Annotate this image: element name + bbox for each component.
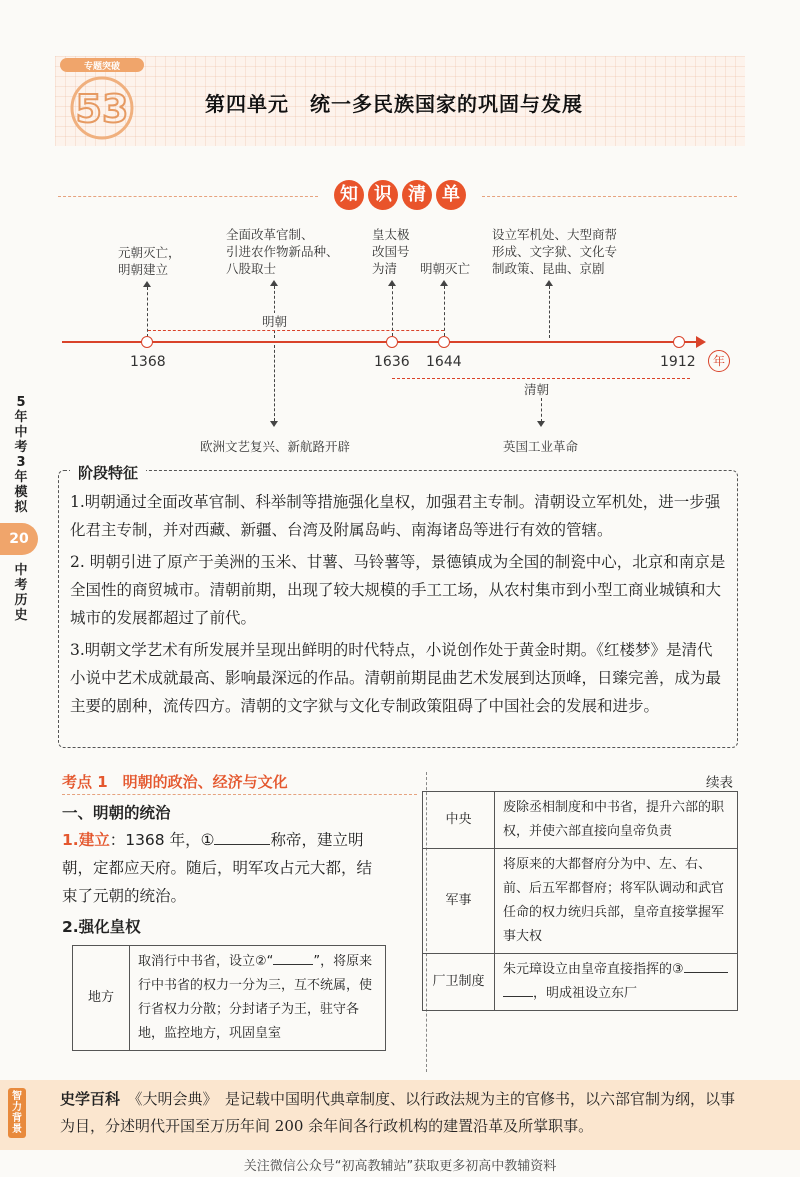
section-heading: 一、明朝的统治 [62, 804, 171, 822]
table-row [423, 849, 738, 954]
event-label-industrial: 英国工业革命 [503, 439, 579, 454]
title-char: 知 [334, 180, 364, 210]
stage-item: 1.明朝通过全面改革官制、科举制等措施强化皇权，加强君主专制。清朝设立军机处，进一步强化君主专制，并对西藏、新疆、台湾及附属岛屿、南海诸岛等进行有效的管辖。 [70, 493, 721, 539]
answer-blank-3-cont[interactable] [503, 996, 533, 997]
stage-item: 2. 明朝引进了原产于美洲的玉米、甘薯、马铃薯等，景德镇成为全国的制瓷中心，北京和南京是全国性的商贸城市。清朝前期，出现了较大规模的手工工场，从农村集市到小型工商业城镇和大城市的发展都超过了前代。 [70, 553, 726, 627]
connector-line [274, 345, 275, 421]
timeline-dot [673, 336, 685, 348]
point-heading: 2.强化皇权 [62, 918, 141, 936]
book-series-logo [54, 54, 150, 142]
event-label-renaissance: 欧洲文艺复兴、新航路开辟 [200, 439, 351, 454]
footer-label: 史学百科 [60, 1090, 121, 1108]
title-char: 单 [436, 180, 466, 210]
page-number: 20 [0, 523, 38, 555]
table-row-text: 取消行中书省，设立②“ ”，将原来行中书省的权力一分为三，互不统属，使行省权力分散；分封诸子为王，驻守各地，监控地方，巩固皇室 [130, 946, 386, 1051]
continued-label: 续表 [706, 775, 733, 791]
table-row-label: 地方 [73, 946, 130, 1051]
title-divider-left [58, 196, 318, 197]
event-label-ming-reforms: 全面改革官制、 引进农作物新品种、 八股取士 [226, 227, 339, 276]
side-tab [0, 395, 42, 623]
unit-title: 第四单元 统一多民族国家的巩固与发展 [205, 92, 583, 116]
logo-text: 专题突破 [83, 62, 121, 72]
event-label-1644: 明朝灭亡 [420, 261, 471, 276]
year-label: 1636 [374, 354, 410, 370]
year-label: 1912 [660, 354, 696, 370]
kaodian-underline [62, 794, 417, 795]
arrow-down-icon [537, 421, 545, 427]
year-unit-badge: 年 [708, 350, 730, 372]
stage-heading: 阶段特征 [70, 462, 146, 483]
connector-line [549, 286, 550, 338]
timeline-dot [141, 336, 153, 348]
footer-tag: 智力背景 [8, 1088, 26, 1138]
table-row-label: 军事 [423, 849, 495, 954]
table-row-text: 将原来的大都督府分为中、左、右、前、后五军都督府；将军队调动和武官任命的权力统归兵部，皇帝直接掌握军事大权 [495, 849, 738, 954]
power-table-left [72, 945, 386, 1051]
connector-line [444, 286, 445, 336]
timeline-dot [438, 336, 450, 348]
side-subject: 中考历史 [14, 563, 28, 623]
answer-blank-2[interactable] [273, 964, 313, 965]
year-label: 1644 [426, 354, 462, 370]
table-row-label: 中央 [423, 792, 495, 849]
year-label: 1368 [130, 354, 166, 370]
knowledge-list-title [320, 180, 480, 210]
logo-number: 53 [75, 87, 129, 131]
event-label-1368: 元朝灭亡， 明朝建立 [118, 245, 181, 277]
power-table-right [422, 791, 738, 1011]
point-establishment: 1.建立：1368 年，① 称帝，建立明朝，定都应天府。随后，明军攻占元大都，结束了元朝的统治。 [62, 831, 373, 905]
watermark-text: 关注微信公众号“初高教辅站”获取更多初高中教辅资料 [243, 1159, 557, 1174]
ming-span-line [148, 330, 444, 331]
connector-line [541, 398, 542, 422]
stage-content [70, 488, 728, 720]
answer-blank-3[interactable] [684, 972, 728, 973]
footer-text: 史学百科 《大明会典》 是记载中国明代典章制度、以行政法规为主的官修书，以六部官制为纲，以事为目，分述明代开国至万历年间 200 余年间各行政机构的建置沿革及所掌职事。 [60, 1090, 736, 1135]
table-row [423, 792, 738, 849]
connector-line [392, 286, 393, 336]
stage-item: 3.明朝文学艺术有所发展并呈现出鲜明的时代特点，小说创作处于黄金时期。《红楼梦》是清代小说中艺术成就最高、影响最深远的作品。清朝前期昆曲艺术发展到达顶峰，日臻完善，成为最主要的剧种，流传四方。清朝的文字狱与文化专制政策阻碍了中国社会的发展和进步。 [70, 641, 722, 715]
qing-label: 清朝 [524, 382, 550, 397]
timeline-dot [386, 336, 398, 348]
event-label-qing: 设立军机处、大型商帮 形成、文字狱、文化专 制政策、昆曲、京剧 [492, 227, 618, 276]
table-row-text: 废除丞相制度和中书省，提升六部的职权，并使六部直接向皇帝负责 [495, 792, 738, 849]
arrow-down-icon [270, 421, 278, 427]
table-row-label: 厂卫制度 [423, 954, 495, 1011]
event-label-1636: 皇太极 改国号 为清 [372, 227, 410, 276]
title-char: 识 [368, 180, 398, 210]
table-row-text: 朱元璋设立由皇帝直接指挥的③ ，明成祖设立东厂 [495, 954, 738, 1011]
side-book-title: 5年中考3年模拟 [14, 395, 28, 515]
ming-label: 明朝 [258, 313, 291, 330]
qing-span-line [392, 378, 690, 379]
title-divider-right [482, 196, 737, 197]
answer-blank-1[interactable] [214, 844, 270, 845]
title-char: 清 [402, 180, 432, 210]
kaodian-heading: 考点 1 明朝的政治、经济与文化 [62, 773, 288, 791]
timeline-axis [62, 341, 698, 343]
table-row [423, 954, 738, 1011]
axis-arrow-icon [696, 336, 706, 348]
